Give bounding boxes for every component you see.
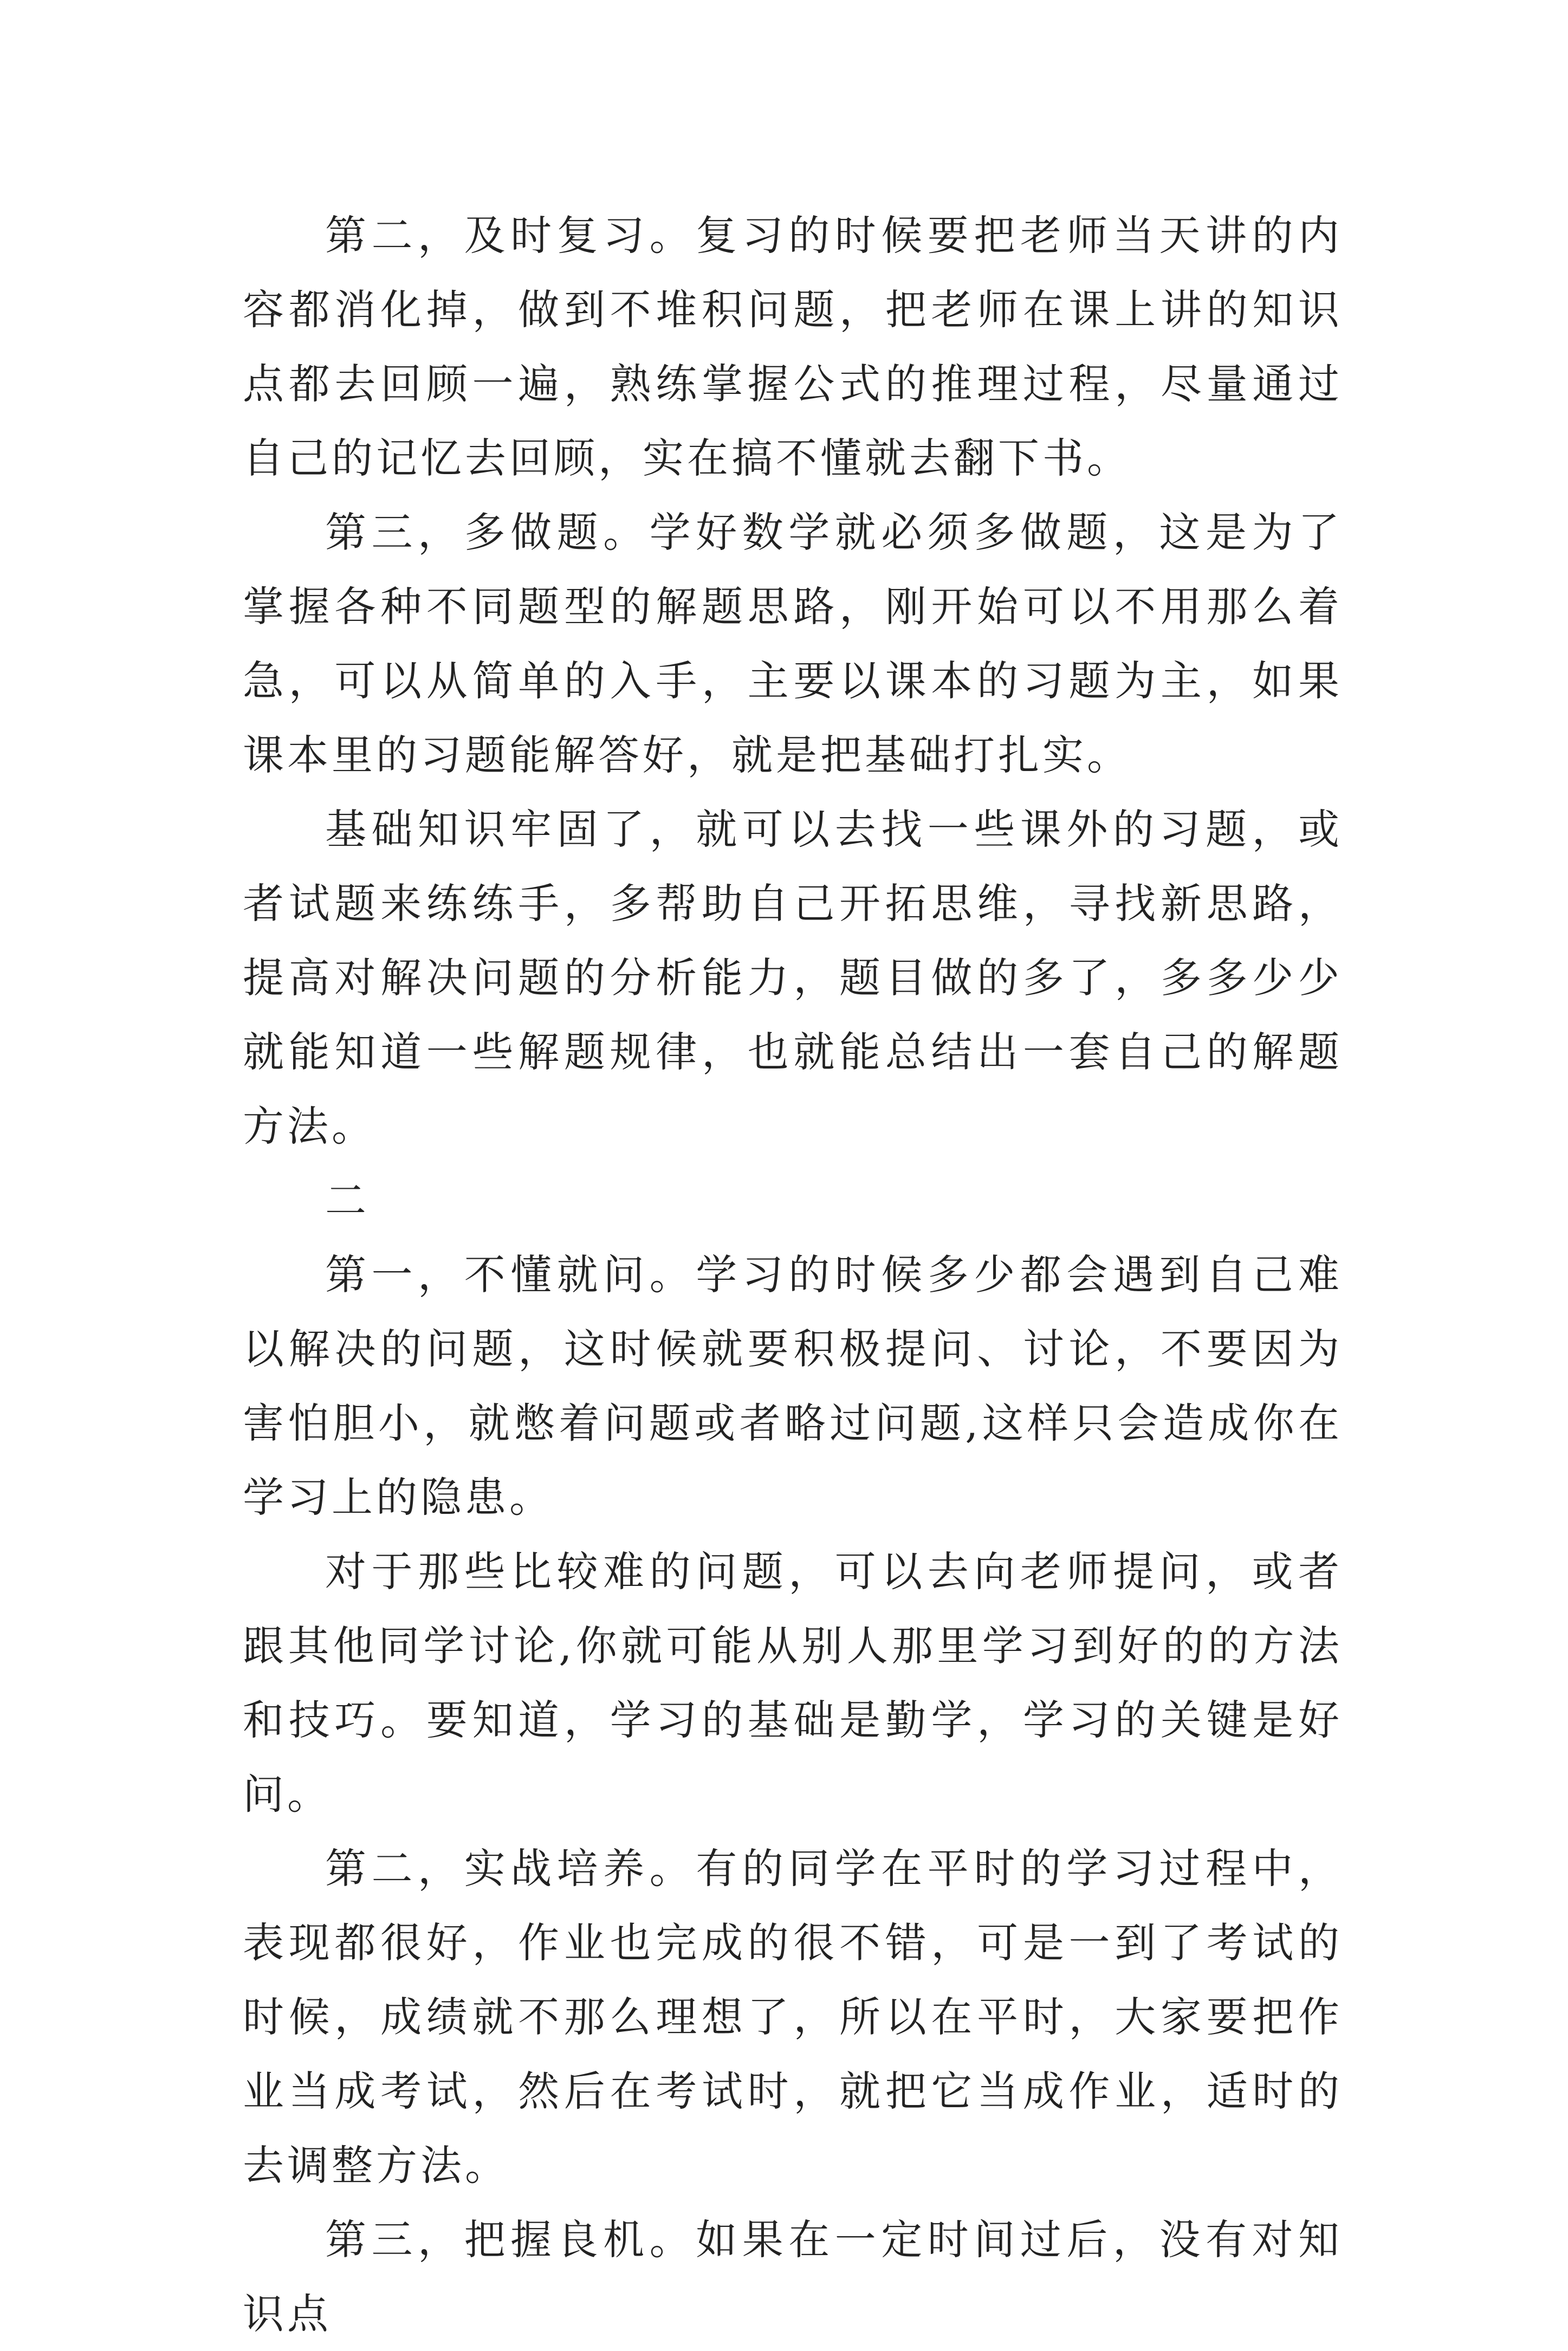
- paragraph-seize-opportunity: 第三，把握良机。如果在一定时间过后，没有对知识点: [243, 2216, 1343, 2338]
- section-heading-two: 二: [325, 1176, 370, 1225]
- paragraph-extra-exercises: 基础知识牢固了，就可以去找一些课外的习题，或者试题来练练手，多帮助自己开拓思维，寻找新思路，提高对解决问题的分析能力，题目做的多了，多多少少就能知道一些解题规律，也就能总结出一套自己的解题方法。: [243, 805, 1343, 1150]
- paragraph-ask-questions: 第一，不懂就问。学习的时候多少都会遇到自己难以解决的问题，这时候就要积极提问、讨论，不要因为害怕胆小，就憋着问题或者略过问题,这样只会造成你在学习上的隐患。: [243, 1251, 1343, 1521]
- document-body: [243, 198, 1343, 2351]
- paragraph-practice-more: 第三，多做题。学好数学就必须多做题，这是为了掌握各种不同题型的解题思路，刚开始可以不用那么着急，可以从简单的入手，主要以课本的习题为主，如果课本里的习题能解答好，就是把基础打扎实。: [243, 508, 1343, 779]
- paragraph-discuss-difficult: 对于那些比较难的问题，可以去向老师提问，或者跟其他同学讨论,你就可能从别人那里学习到好的的方法和技巧。要知道，学习的基础是勤学，学习的关键是好问。: [243, 1547, 1343, 1818]
- paragraph-review-promptly: 第二，及时复习。复习的时候要把老师当天讲的内容都消化掉，做到不堆积问题，把老师在课上讲的知识点都去回顾一遍，熟练掌握公式的推理过程，尽量通过自己的记忆去回顾，实在搞不懂就去翻下书。: [243, 211, 1343, 482]
- paragraph-practical-training: 第二，实战培养。有的同学在平时的学习过程中，表现都很好，作业也完成的很不错，可是一到了考试的时候，成绩就不那么理想了，所以在平时，大家要把作业当成考试，然后在考试时，就把它当成作业，适时的去调整方法。: [243, 1844, 1343, 2190]
